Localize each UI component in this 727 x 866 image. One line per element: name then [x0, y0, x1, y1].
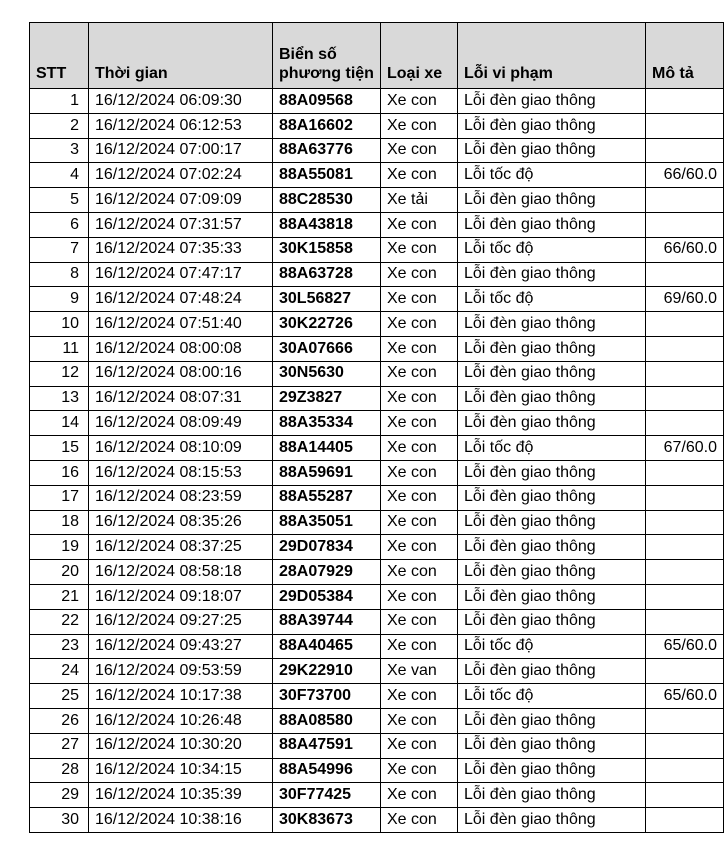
cell-violation: Lỗi đèn giao thông [458, 212, 646, 237]
cell-stt: 30 [30, 808, 89, 833]
cell-time: 16/12/2024 08:35:26 [89, 510, 273, 535]
header-row [30, 23, 724, 89]
cell-plate: 88A35334 [273, 411, 381, 436]
cell-vehicle-type: Xe con [381, 237, 458, 262]
cell-stt: 5 [30, 188, 89, 213]
cell-description [646, 659, 724, 684]
cell-plate: 29K22910 [273, 659, 381, 684]
cell-description [646, 336, 724, 361]
cell-stt: 29 [30, 783, 89, 808]
cell-time: 16/12/2024 08:00:08 [89, 336, 273, 361]
cell-stt: 18 [30, 510, 89, 535]
cell-vehicle-type: Xe con [381, 609, 458, 634]
cell-time: 16/12/2024 08:09:49 [89, 411, 273, 436]
cell-vehicle-type: Xe con [381, 510, 458, 535]
cell-plate: 88A63776 [273, 138, 381, 163]
cell-stt: 3 [30, 138, 89, 163]
cell-stt: 13 [30, 386, 89, 411]
cell-description [646, 808, 724, 833]
cell-stt: 19 [30, 535, 89, 560]
cell-description [646, 138, 724, 163]
cell-description: 69/60.0 [646, 287, 724, 312]
cell-description [646, 733, 724, 758]
cell-vehicle-type: Xe con [381, 485, 458, 510]
cell-plate: 29Z3827 [273, 386, 381, 411]
cell-violation: Lỗi đèn giao thông [458, 262, 646, 287]
cell-stt: 20 [30, 560, 89, 585]
cell-time: 16/12/2024 08:23:59 [89, 485, 273, 510]
cell-stt: 27 [30, 733, 89, 758]
cell-violation: Lỗi đèn giao thông [458, 485, 646, 510]
cell-description: 66/60.0 [646, 237, 724, 262]
cell-plate: 30N5630 [273, 361, 381, 386]
cell-vehicle-type: Xe con [381, 560, 458, 585]
cell-vehicle-type: Xe con [381, 113, 458, 138]
cell-plate: 88A40465 [273, 634, 381, 659]
cell-vehicle-type: Xe con [381, 684, 458, 709]
cell-violation: Lỗi đèn giao thông [458, 609, 646, 634]
cell-stt: 22 [30, 609, 89, 634]
cell-vehicle-type: Xe con [381, 89, 458, 114]
cell-violation: Lỗi đèn giao thông [458, 138, 646, 163]
cell-violation: Lỗi tốc độ [458, 287, 646, 312]
cell-time: 16/12/2024 10:34:15 [89, 758, 273, 783]
cell-violation: Lỗi đèn giao thông [458, 535, 646, 560]
table-row [30, 560, 724, 585]
table-row [30, 708, 724, 733]
table-row [30, 113, 724, 138]
cell-violation: Lỗi tốc độ [458, 163, 646, 188]
cell-time: 16/12/2024 08:00:16 [89, 361, 273, 386]
table-row [30, 237, 724, 262]
cell-plate: 88A43818 [273, 212, 381, 237]
cell-plate: 88C28530 [273, 188, 381, 213]
table-row [30, 287, 724, 312]
cell-time: 16/12/2024 10:38:16 [89, 808, 273, 833]
cell-violation: Lỗi đèn giao thông [458, 733, 646, 758]
cell-description [646, 758, 724, 783]
table-row [30, 312, 724, 337]
cell-vehicle-type: Xe van [381, 659, 458, 684]
cell-violation: Lỗi đèn giao thông [458, 113, 646, 138]
cell-violation: Lỗi đèn giao thông [458, 783, 646, 808]
cell-violation: Lỗi tốc độ [458, 634, 646, 659]
cell-time: 16/12/2024 07:47:17 [89, 262, 273, 287]
column-header-description: Mô tả [646, 23, 724, 89]
cell-time: 16/12/2024 07:51:40 [89, 312, 273, 337]
cell-time: 16/12/2024 09:18:07 [89, 584, 273, 609]
cell-plate: 88A54996 [273, 758, 381, 783]
cell-description [646, 262, 724, 287]
cell-description [646, 485, 724, 510]
cell-plate: 88A39744 [273, 609, 381, 634]
cell-stt: 24 [30, 659, 89, 684]
cell-stt: 21 [30, 584, 89, 609]
cell-plate: 30F73700 [273, 684, 381, 709]
cell-plate: 88A47591 [273, 733, 381, 758]
table-row [30, 89, 724, 114]
cell-time: 16/12/2024 10:26:48 [89, 708, 273, 733]
cell-violation: Lỗi đèn giao thông [458, 336, 646, 361]
cell-description: 65/60.0 [646, 684, 724, 709]
cell-plate: 29D07834 [273, 535, 381, 560]
table-row [30, 808, 724, 833]
cell-description [646, 510, 724, 535]
cell-vehicle-type: Xe con [381, 584, 458, 609]
cell-plate: 88A55287 [273, 485, 381, 510]
cell-violation: Lỗi đèn giao thông [458, 460, 646, 485]
cell-violation: Lỗi đèn giao thông [458, 708, 646, 733]
cell-stt: 4 [30, 163, 89, 188]
table-row [30, 783, 724, 808]
cell-stt: 28 [30, 758, 89, 783]
cell-stt: 26 [30, 708, 89, 733]
cell-description [646, 560, 724, 585]
table-row [30, 684, 724, 709]
table-row [30, 584, 724, 609]
cell-vehicle-type: Xe con [381, 336, 458, 361]
table-row [30, 634, 724, 659]
cell-violation: Lỗi tốc độ [458, 436, 646, 461]
table-row [30, 758, 724, 783]
cell-plate: 88A59691 [273, 460, 381, 485]
table-row [30, 262, 724, 287]
table-row [30, 535, 724, 560]
cell-violation: Lỗi đèn giao thông [458, 188, 646, 213]
column-header-time: Thời gian [89, 23, 273, 89]
cell-time: 16/12/2024 09:27:25 [89, 609, 273, 634]
cell-vehicle-type: Xe con [381, 163, 458, 188]
cell-plate: 88A35051 [273, 510, 381, 535]
cell-vehicle-type: Xe con [381, 634, 458, 659]
cell-plate: 28A07929 [273, 560, 381, 585]
cell-stt: 12 [30, 361, 89, 386]
cell-description [646, 535, 724, 560]
cell-violation: Lỗi đèn giao thông [458, 411, 646, 436]
cell-vehicle-type: Xe con [381, 386, 458, 411]
cell-description [646, 212, 724, 237]
cell-stt: 25 [30, 684, 89, 709]
cell-time: 16/12/2024 08:37:25 [89, 535, 273, 560]
cell-stt: 11 [30, 336, 89, 361]
cell-stt: 16 [30, 460, 89, 485]
cell-violation: Lỗi đèn giao thông [458, 584, 646, 609]
cell-time: 16/12/2024 08:58:18 [89, 560, 273, 585]
table-row [30, 460, 724, 485]
cell-violation: Lỗi đèn giao thông [458, 659, 646, 684]
cell-vehicle-type: Xe con [381, 312, 458, 337]
cell-stt: 23 [30, 634, 89, 659]
table-row [30, 411, 724, 436]
cell-description [646, 312, 724, 337]
cell-stt: 1 [30, 89, 89, 114]
cell-vehicle-type: Xe con [381, 758, 458, 783]
cell-plate: 88A16602 [273, 113, 381, 138]
cell-vehicle-type: Xe con [381, 808, 458, 833]
cell-description [646, 89, 724, 114]
cell-description [646, 188, 724, 213]
cell-description [646, 411, 724, 436]
cell-description [646, 783, 724, 808]
cell-vehicle-type: Xe con [381, 287, 458, 312]
table-row [30, 659, 724, 684]
cell-time: 16/12/2024 10:35:39 [89, 783, 273, 808]
cell-time: 16/12/2024 07:00:17 [89, 138, 273, 163]
cell-time: 16/12/2024 10:30:20 [89, 733, 273, 758]
cell-violation: Lỗi đèn giao thông [458, 560, 646, 585]
table-row [30, 609, 724, 634]
cell-description: 67/60.0 [646, 436, 724, 461]
violations-table [29, 22, 724, 833]
cell-vehicle-type: Xe con [381, 535, 458, 560]
cell-violation: Lỗi đèn giao thông [458, 361, 646, 386]
cell-stt: 15 [30, 436, 89, 461]
cell-violation: Lỗi tốc độ [458, 684, 646, 709]
table-row [30, 163, 724, 188]
cell-plate: 88A55081 [273, 163, 381, 188]
cell-stt: 17 [30, 485, 89, 510]
cell-stt: 10 [30, 312, 89, 337]
cell-vehicle-type: Xe con [381, 138, 458, 163]
cell-description [646, 386, 724, 411]
cell-time: 16/12/2024 07:48:24 [89, 287, 273, 312]
cell-vehicle-type: Xe con [381, 708, 458, 733]
cell-vehicle-type: Xe con [381, 262, 458, 287]
violations-table-body [30, 89, 724, 833]
column-header-plate: Biển số phương tiện [273, 23, 381, 89]
cell-vehicle-type: Xe con [381, 411, 458, 436]
cell-violation: Lỗi đèn giao thông [458, 386, 646, 411]
cell-time: 16/12/2024 08:10:09 [89, 436, 273, 461]
cell-vehicle-type: Xe con [381, 733, 458, 758]
cell-vehicle-type: Xe con [381, 460, 458, 485]
cell-plate: 30K15858 [273, 237, 381, 262]
table-row [30, 436, 724, 461]
table-row [30, 485, 724, 510]
table-row [30, 336, 724, 361]
cell-vehicle-type: Xe tải [381, 188, 458, 213]
cell-time: 16/12/2024 09:53:59 [89, 659, 273, 684]
cell-plate: 30K83673 [273, 808, 381, 833]
cell-violation: Lỗi đèn giao thông [458, 758, 646, 783]
cell-plate: 88A14405 [273, 436, 381, 461]
cell-time: 16/12/2024 07:09:09 [89, 188, 273, 213]
cell-plate: 30L56827 [273, 287, 381, 312]
cell-violation: Lỗi đèn giao thông [458, 89, 646, 114]
cell-violation: Lỗi đèn giao thông [458, 808, 646, 833]
cell-description [646, 113, 724, 138]
cell-vehicle-type: Xe con [381, 212, 458, 237]
cell-time: 16/12/2024 10:17:38 [89, 684, 273, 709]
cell-vehicle-type: Xe con [381, 436, 458, 461]
cell-violation: Lỗi đèn giao thông [458, 510, 646, 535]
cell-time: 16/12/2024 07:02:24 [89, 163, 273, 188]
cell-time: 16/12/2024 07:35:33 [89, 237, 273, 262]
table-row [30, 733, 724, 758]
column-header-violation: Lỗi vi phạm [458, 23, 646, 89]
cell-description: 65/60.0 [646, 634, 724, 659]
cell-description [646, 584, 724, 609]
cell-plate: 30A07666 [273, 336, 381, 361]
cell-violation: Lỗi đèn giao thông [458, 312, 646, 337]
table-row [30, 386, 724, 411]
cell-plate: 30F77425 [273, 783, 381, 808]
cell-time: 16/12/2024 08:15:53 [89, 460, 273, 485]
table-row [30, 361, 724, 386]
cell-time: 16/12/2024 09:43:27 [89, 634, 273, 659]
cell-stt: 8 [30, 262, 89, 287]
cell-stt: 7 [30, 237, 89, 262]
cell-plate: 88A08580 [273, 708, 381, 733]
cell-description: 66/60.0 [646, 163, 724, 188]
cell-stt: 14 [30, 411, 89, 436]
column-header-vehicle-type: Loại xe [381, 23, 458, 89]
cell-vehicle-type: Xe con [381, 783, 458, 808]
cell-description [646, 609, 724, 634]
cell-description [646, 361, 724, 386]
cell-description [646, 460, 724, 485]
cell-stt: 2 [30, 113, 89, 138]
cell-vehicle-type: Xe con [381, 361, 458, 386]
cell-time: 16/12/2024 06:12:53 [89, 113, 273, 138]
cell-time: 16/12/2024 06:09:30 [89, 89, 273, 114]
table-row [30, 188, 724, 213]
cell-description [646, 708, 724, 733]
table-row [30, 212, 724, 237]
cell-plate: 88A09568 [273, 89, 381, 114]
table-row [30, 138, 724, 163]
table-row [30, 510, 724, 535]
cell-plate: 30K22726 [273, 312, 381, 337]
cell-plate: 88A63728 [273, 262, 381, 287]
cell-time: 16/12/2024 07:31:57 [89, 212, 273, 237]
cell-plate: 29D05384 [273, 584, 381, 609]
column-header-stt: STT [30, 23, 89, 89]
cell-time: 16/12/2024 08:07:31 [89, 386, 273, 411]
cell-violation: Lỗi tốc độ [458, 237, 646, 262]
cell-stt: 9 [30, 287, 89, 312]
cell-stt: 6 [30, 212, 89, 237]
